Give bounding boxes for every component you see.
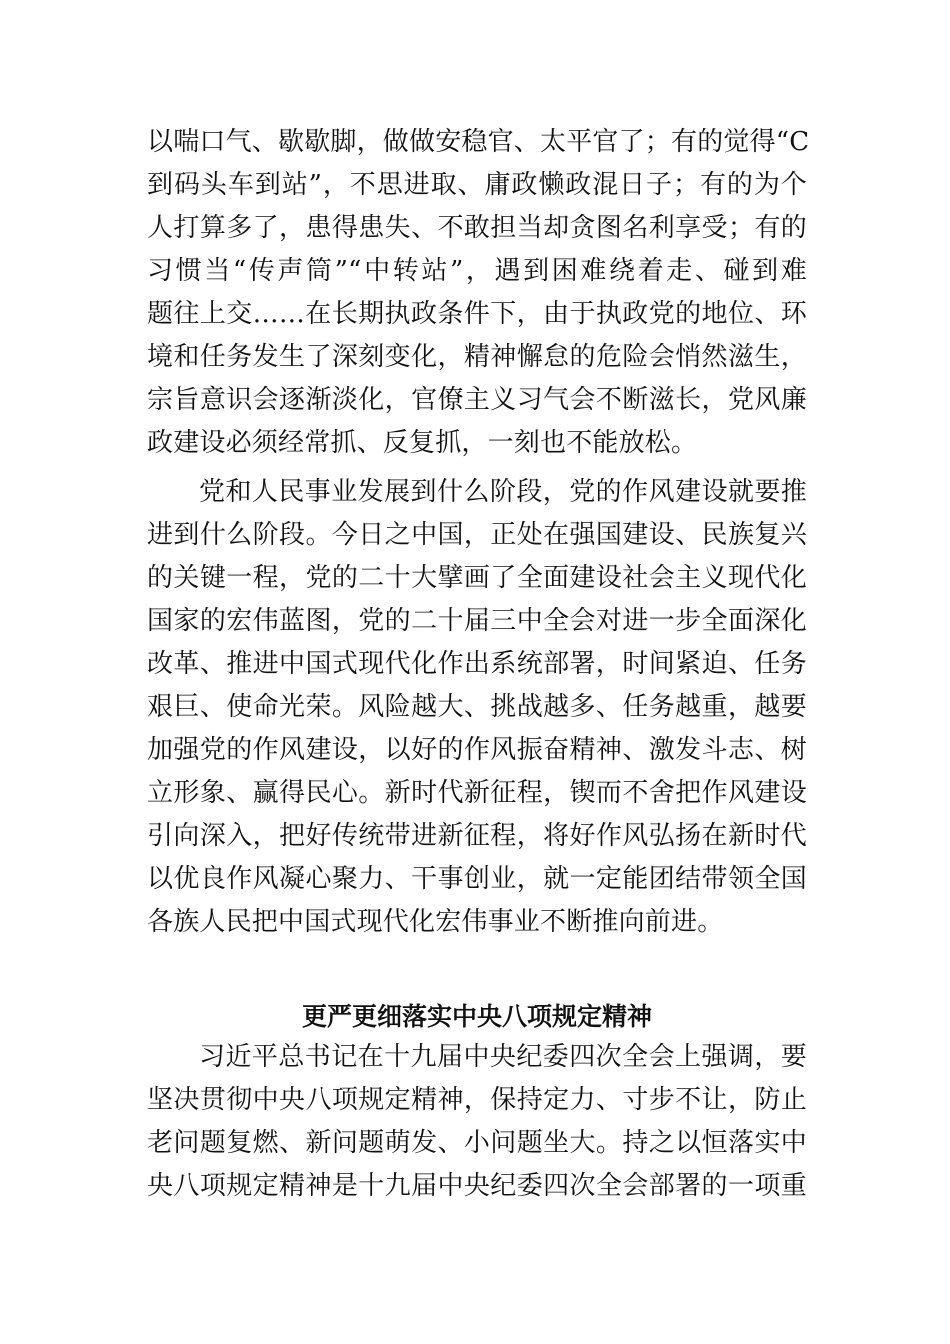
paragraph-2-line-9: 引向深入，把好传统带进新征程，将好作风弘扬在新时代 — [147, 821, 807, 851]
paragraph-3-line-3: 老问题复燃、新问题萌发、小问题坐大。持之以恒落实中 — [147, 1128, 807, 1158]
paragraph-2-line-10: 以优良作风凝心聚力、干事创业，就一定能团结带领全国 — [147, 864, 807, 894]
paragraph-1-line-5: 题往上交……在长期执政条件下，由于执政党的地位、环 — [147, 299, 807, 329]
paragraph-1-line-7: 宗旨意识会逐渐淡化，官僚主义习气会不断滋长，党风廉 — [147, 385, 807, 415]
paragraph-2-line-7: 加强党的作风建设，以好的作风振奋精神、激发斗志、树 — [147, 735, 807, 765]
paragraph-3-line-1: 习近平总书记在十九届中央纪委四次全会上强调，要 — [199, 1042, 807, 1072]
paragraph-2-line-8: 立形象、赢得民心。新时代新征程，锲而不舍把作风建设 — [147, 778, 807, 808]
section-heading: 更严更细落实中央八项规定精神 — [301, 1002, 652, 1031]
paragraph-2-line-6: 艰巨、使命光荣。风险越大、挑战越多、任务越重，越要 — [147, 692, 807, 722]
paragraph-1-line-4: 习惯当“传声筒”“中转站”，遇到困难绕着走、碰到难 — [147, 256, 807, 286]
paragraph-1-line-2: 到码头车到站”，不思进取、庸政懒政混日子；有的为个 — [147, 170, 807, 200]
paragraph-2-line-4: 国家的宏伟蓝图，党的二十届三中全会对进一步全面深化 — [147, 606, 807, 636]
paragraph-3-line-4: 央八项规定精神是十九届中央纪委四次全会部署的一项重 — [147, 1171, 807, 1201]
paragraph-2-line-5: 改革、推进中国式现代化作出系统部署，时间紧迫、任务 — [147, 649, 807, 679]
paragraph-1-line-6: 境和任务发生了深刻变化，精神懈怠的危险会悄然滋生， — [147, 342, 807, 372]
paragraph-2-line-11: 各族人民把中国式现代化宏伟事业不断推向前进。 — [147, 907, 724, 937]
paragraph-2-line-3: 的关键一程，党的二十大擘画了全面建设社会主义现代化 — [147, 563, 807, 593]
paragraph-1-line-3: 人打算多了，患得患失、不敢担当却贪图名利享受；有的 — [147, 213, 807, 243]
paragraph-1-line-1: 以喘口气、歇歇脚，做做安稳官、太平官了；有的觉得“C — [147, 127, 810, 157]
paragraph-3-line-2: 坚决贯彻中央八项规定精神，保持定力、寸步不让，防止 — [147, 1085, 807, 1115]
paragraph-1-line-8: 政建设必须经常抓、反复抓，一刻也不能放松。 — [147, 428, 698, 458]
paragraph-2-line-1: 党和人民事业发展到什么阶段，党的作风建设就要推 — [199, 477, 807, 507]
paragraph-2-line-2: 进到什么阶段。今日之中国，正处在强国建设、民族复兴 — [147, 520, 807, 550]
